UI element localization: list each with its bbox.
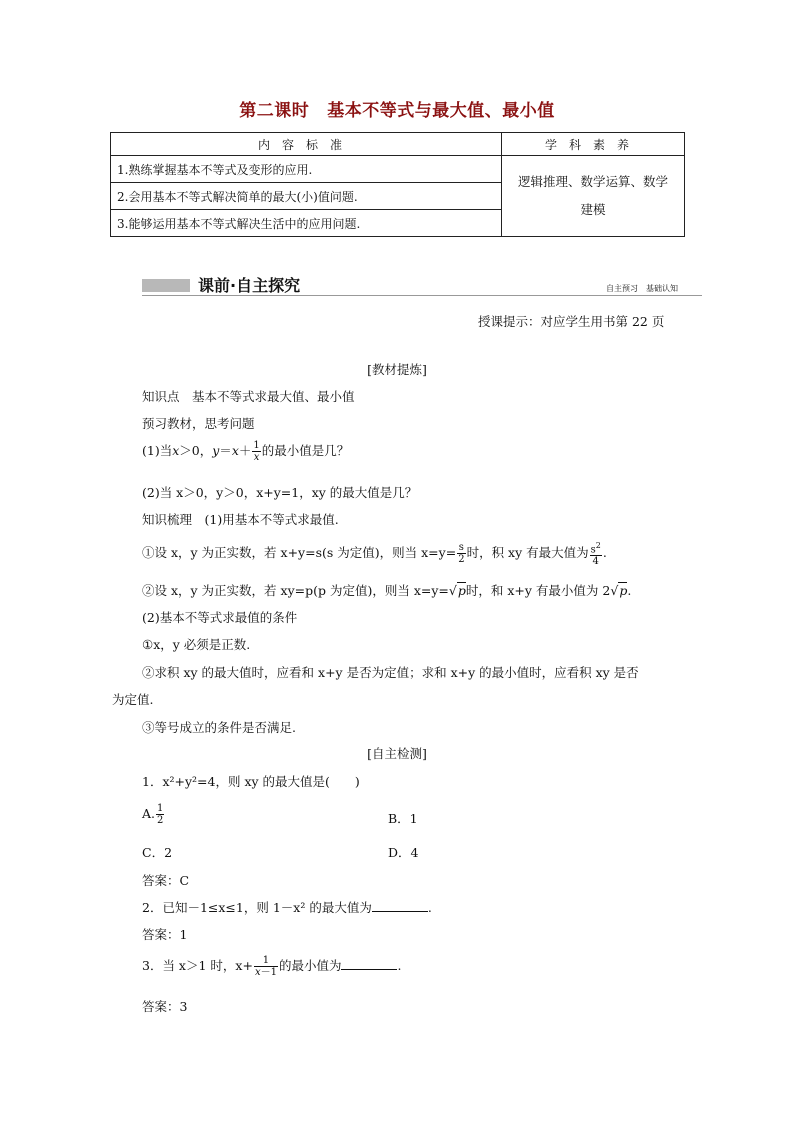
- rule-2: ②设 x，y 为正实数，若 xy=p(p 为定值)，则当 x=y=√p时，和 x+y 有最小值为 2√p.: [142, 583, 632, 598]
- condition-2-line-1: ②求积 xy 的最大值时，应看和 x+y 是否为定值；求和 x+y 的最小值时，应看积 xy 是否: [142, 665, 639, 680]
- option-d: D．4: [388, 845, 419, 860]
- condition-title: (2)基本不等式求最值的条件: [142, 610, 298, 625]
- lecture-hint: 授课提示：对应学生用书第 22 页: [478, 314, 665, 329]
- question-1-post: 的最小值是几？: [261, 443, 350, 458]
- knowledge-point: 知识点 基本不等式求最大值、最小值: [142, 389, 355, 404]
- question-2-text: 2．已知－1≤x≤1，则 1－x² 的最大值为: [142, 900, 372, 915]
- question-3-pre: 3．当 x＞1 时，x+: [142, 958, 253, 973]
- section-bar: [142, 279, 190, 292]
- rule-2-part-b: 时，和 x+y 有最小值为 2: [465, 583, 611, 598]
- rule-1-part-a: ①设 x，y 为正实数，若 x+y=s(s 为定值)，则当 x=y=: [142, 545, 457, 561]
- condition-2-line-2: 为定值.: [112, 692, 154, 707]
- section-tag: 自主预习 基础认知: [606, 284, 678, 293]
- answer-1: 答案：C: [142, 873, 190, 888]
- question-1-pre: (1)当: [142, 443, 173, 458]
- col-header-content-standard: 内容标准: [111, 133, 502, 156]
- col-header-literacy: 学科素养: [502, 133, 685, 156]
- rule-2-part-a: ②设 x，y 为正实数，若 xy=p(p 为定值)，则当 x=y=: [142, 583, 449, 598]
- standard-item-2: 2.会用基本不等式解决简单的最大(小)值问题.: [111, 183, 502, 210]
- answer-blank: [372, 899, 428, 912]
- lesson-title: 基本不等式与最大值、最小值: [327, 101, 555, 121]
- selftest-heading: [自主检测]: [367, 746, 427, 761]
- condition-1: ①x，y 必须是正数.: [142, 637, 251, 652]
- rule-1: ①设 x，y 为正实数，若 x+y=s(s 为定值)，则当 x=y= $\frac{s}{2}$ 时，积 xy 有最大值为 $\frac{s^2}{4}$ .: [142, 541, 607, 568]
- selftest-question-2: 2．已知－1≤x≤1，则 1－x² 的最大值为 .: [142, 900, 432, 915]
- selftest-question-3: 3．当 x＞1 时，x+ $\frac{1}{x-1}$ 的最小值为 .: [142, 955, 402, 978]
- standard-item-3: 3.能够运用基本不等式解决生活中的应用问题.: [111, 210, 502, 237]
- literacy-cell: [502, 156, 685, 237]
- question-2: (2)当 x＞0，y＞0，x+y=1，xy 的最大值是几？: [142, 485, 418, 500]
- selftest-question-1: 1．x²+y²=4，则 xy 的最大值是( ): [142, 774, 360, 789]
- answer-2: 答案：1: [142, 927, 188, 942]
- option-c: C．2: [142, 845, 173, 860]
- standards-table: [110, 132, 685, 237]
- preview-instruction: 预习教材，思考问题: [142, 416, 255, 431]
- page-title: [0, 96, 794, 121]
- literacy-text: 逻辑推理、数学运算、数学建模: [517, 174, 668, 217]
- option-a-label: A.: [142, 806, 156, 821]
- section-title: 课前·自主探究: [198, 276, 301, 295]
- answer-blank: [341, 957, 397, 970]
- option-b: B．1: [388, 811, 418, 826]
- knowledge-organize: 知识梳理 (1)用基本不等式求最值.: [142, 512, 339, 527]
- textbook-heading: [教材提炼]: [367, 362, 427, 377]
- question-1: (1)当x＞0，y＝x＋ $\frac{1}{x}$ 的最小值是几？: [142, 440, 350, 463]
- rule-1-part-b: 时，积 xy 有最大值为: [466, 545, 589, 561]
- condition-3: ③等号成立的条件是否满足.: [142, 720, 296, 735]
- section-divider: [142, 295, 702, 296]
- question-3-post: 的最小值为: [278, 958, 342, 973]
- option-a: A. $\frac{1}{2}$: [142, 803, 164, 826]
- lesson-label: 第二课时: [239, 101, 310, 121]
- standard-item-1: 1.熟练掌握基本不等式及变形的应用.: [111, 156, 502, 183]
- answer-3: 答案：3: [142, 999, 188, 1014]
